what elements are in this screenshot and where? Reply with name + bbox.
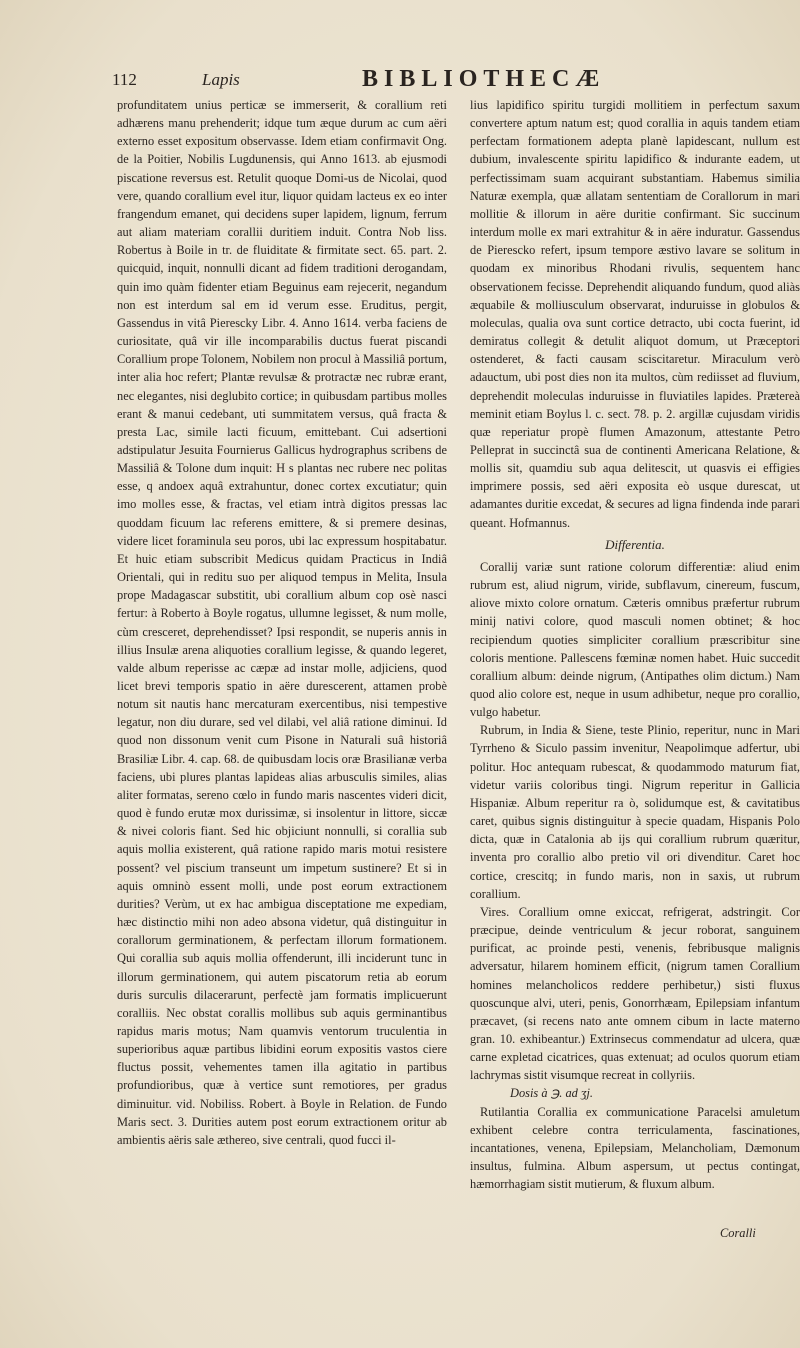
paragraph: Corallij variæ sunt ratione colorum differentiæ: aliud enim rubrum est, aliud nigrum, viride, subflavum, cinereum, fuscum, aliove mixto colore ornatum. Cæteris omnibus præfertur rubrum minij nativi colore, quod masculi nomen obtinet; & hoc recipiendum quoties simpliciter corallium præscribitur sine coloris mentione. Pallescens fœminæ nomen habet. Huic succedit corallium album: deinde nigrum, (Antipathes olim dictum.) Nam quod alio colore est, neque in usum adhibetur, neque pro corallio, vulgo habetur. xyxy=(470,559,800,720)
paragraph: Rutilantia Corallia ex communicatione Paracelsi amuletum exhibent celebre contra terriculamenta, fascinationes, incantationes, venena, Epilepsiam, Melancholiam, Dæmonum insultus, fulmina. Album aspersum, ut pectus contingat, hæmorrhagiam sistit mutierum, & fluxum album. xyxy=(470,1104,800,1192)
running-head: Lapis xyxy=(202,70,240,89)
catchword: Coralli xyxy=(720,1226,756,1240)
left-column xyxy=(117,96,447,1276)
paragraph: Rubrum, in India & Siene, teste Plinio, reperitur, nunc in Mari Tyrrheno & Siculo passim invenitur, Neapolimque adfertur, ubi politur. Hoc antequam rubescat, & quodammodo maturum fiat, videtur variis coloribus tingi. Nigrum reperitur in Gallicia Hispaniæ. Album reperitur ra ò, solidumque est, & cavitatibus caret, quibus signis distinguitur à specie quadam, Hispanis Polo dicta, quæ in Catalonia ab ijs qui corallium rubrum quæritur, inventa pro corallio albo pretio vil ori divenditur. Caret hoc cortice, crescitq; in fundo maris, non in saxis, ut rubrum corallium. xyxy=(470,723,800,901)
page-title: BIBLIOTHECÆ xyxy=(362,66,606,92)
dosage-line: Dosis à ℈. ad ʒj. xyxy=(510,1086,593,1101)
paragraph: lius lapidifico spiritu turgidi mollitiem in perfectum saxum convertere aptum natum est; quod corallia in aquis tandem etiam perfectam formationem adepta planè lapidescant, nullum est dubium, invalescente spiritu lapidifico & indurante eadem, ut perfectissimam suam acquirant substantiam. Habemus similia Naturæ exempla, quæ allatam sententiam de Corallorum in mari mollitie & illorum in aëre duritie confirmant. Sic succinum interdum molle ex mari extrahitur & in aëre induratur. Gassendus de Pierescko refert, ipsum tempore æstivo lavare se solitum in quodam ex minoribus Rhodani rivulis, sequentem hanc observationem fecisse. Deprehendit aliquando fundum, quod aliàs æquabile & molliusculum observarat, induruisse in globulos & moleculas, qualia ova sunt cortice detracto, ubi cocta fuerint, id demiratus collegit & detulit aliquot domum, ut Præceptori ostenderet, & facti causam sciscitaretur. Miraculum verò adauctum, ubi post dies non ita multos, cùm rediisset ad fluvium, deprehendit moleculas induruisse in fluviatiles lapides. Prætereà meminit etiam Boylus l. c. sect. 78. p. 2. argillæ cujusdam viridis quæ reperiatur propè flumen Amazonum, attestante Petro Pelleprat in succinctâ sua de continenti Americana Relatione, & mollis sit, quamdiu sub aqua delitescit, ut quasvis ei effigies imprimere possis, sed aëri exposita eò usque durescat, ut adamantes duritie excedat, & secures ad ligna findenda inde parari queant. Hofmannus. xyxy=(470,98,800,530)
paragraph: Vires. Corallium omne exiccat, refrigerat, adstringit. Cor præcipue, deinde ventriculum & jecur roborat, sanguinem purificat, ac proinde pesti, venenis, febribusque malignis adversatur, hilarem hominem efficit, (nigrum tamen Corallium homines melancholicos reddere perhibetur,) sisti fluxus quoscunque alvi, uteri, penis, Gonorrhæam, Epilepsiam infantum præcavet, (si recens nato ante omnem cibum in lacte materno gran. 10. exhibeantur.) Extrinsecus commendatur ad ulcera, quæ carne expletad cicatrices, quas extenuat; ad oculos quorum etiam lachrymas sistit visumque recreat in collyriis. xyxy=(470,904,800,1083)
page-number: 112 xyxy=(112,70,137,89)
page-header xyxy=(112,66,782,96)
right-column xyxy=(470,96,800,1276)
section-heading: Differentia. xyxy=(605,536,665,552)
paragraph: profunditatem unius perticæ se immerserit, & corallium reti adhærens manu prehenderit; idque tum æque durum ac cum aëri externo esset expositum observasse. Idem etiam confirmavit Ong. de la Poitier, Nobilis Lugdunensis, qui Anno 1613. ab ejusmodi piscatione reversus est. Retulit quoque Domi-us de Nicolai, quod vere, quando corallium evel itur, liquor quidam lacteus ex eo inter frangendum emanet, qui decidens super lapidem, lignum, ferrum aut aliam materiam corallii duritiem induit. Contra Nob liss. Robertus à Boile in tr. de fluiditate & firmitate sect. 65. part. 2. quicquid, inquit, nonnulli dicant ad fidem traditioni derogandam, quin imo quàm fidenter etiam Beguinus eam rejecerit, negandum non est interdum sal em id verum esse. Eruditus, pergit, Gassendus in vitâ Pierescky Libr. 4. Anno 1614. verba faciens de curiositate, quâ vir ille incomparabilis ductus fuerat piscandi Corallium prope Tolonem, Nobilem non procul à Massiliâ portum, inter alia hoc refert; Plantæ revulsæ & protractæ nec rubræ erant, nec elegantes, nisi deglubito cortice; in quibusdam partibus molles erant & manui cedebant, uti summitatem versus, quâ fracta & presta Lac, simile lacti ficuum, emittebant. Cui adsertioni adstipulatur Jesuita Fournierus Gallicus hydrographus scribens de Massiliâ & Tolone dum inquit: H s plantas nec rubere nec politas esse, q andoex aquâ extrahuntur, donec cortex excutiatur; quin imo molles esse, & fractas, vel etiam intrà digitos pressas lac quoddam ficuum lac referens emittere, & si premere desinas, videre licet foraminula seu poros, ubi lac expressum hospitabatur. Et huic etiam subscribit Medicus quidam Practicus in Indiâ Orientali, qui in reditu suo per aliquod tempus in Melita, Insula prope Madagascar substitit, ubi corallium album cop osè nasci fertur: à Roberto à Boyle rogatus, ullumne legisset, & num molle, cùm cresceret, deprehendisset? Ipsi respondit, se nuperis annis in illius Insulæ arena aliquoties corallium legisse, & quando legeret, valde album reperisse ac cæpæ ad instar molle, adjiciens, quod licet brevi temporis spatio in aëre durescerent, attamen probè notum sit nautis hanc mercaturam exercentibus, nisi tempestive legatur, non diu durare, sed vel dilabi, vel aliâ ratione diminui. Id quod non dissonum venit cum Pisone in Naturali suâ historiâ Brasiliæ Libr. 4. cap. 68. de quibusdam locis oræ Brasilianæ verba faciens, ubi plures plantas lapideas alias arbusculis similes, alias aliter formatas, sereno cœlo in fundo maris nascentes videri dicit, quod è fundo erutæ mox durissimæ, si insolentur in littore, siccæ & nivei coloris fiant. Sed hic objiciunt nonnulli, si corallia sub aquis mollia existerent, quâ ratione rapido maris motui resistere possent? vel piscium transeunt um impetum sustinere? Et si in aquis omninò essent molli, unde post eorum extractionem durities? Verùm, ut ex hac ambigua disceptatione me expediam, hæc distinctio mihi non adeo absona videtur, quâ distinguitur in corallorum germinationem, & perfectam illorum formationem. Qui corallia sub aquis mollia offenderunt, illi inciderunt tunc in illorum germinationem, qui autem piscatorum retia ab eorum duris surculis dilacerarunt, perfectè jam formatis implicuerunt coralliis. Nec obstat corallis mollibus sub aquis germinantibus rapidus maris motus; Nam quamvis ventorum truculentia in superioribus aquæ partibus libidini eorum expositis vastos ciere fluctus possit, vehementes tamen illa agitatio in partibus profundioribus, quæ à vertice sunt remotiores, per gradus diminuitur. vid. Nobiliss. Robert. à Boyle in Relation. de Fundo Maris sect. 3. Durities autem post eorum extractionem oritur ab ambientis aëris sale æthereo, sive centrali, quod fucci il- xyxy=(117,98,447,1147)
